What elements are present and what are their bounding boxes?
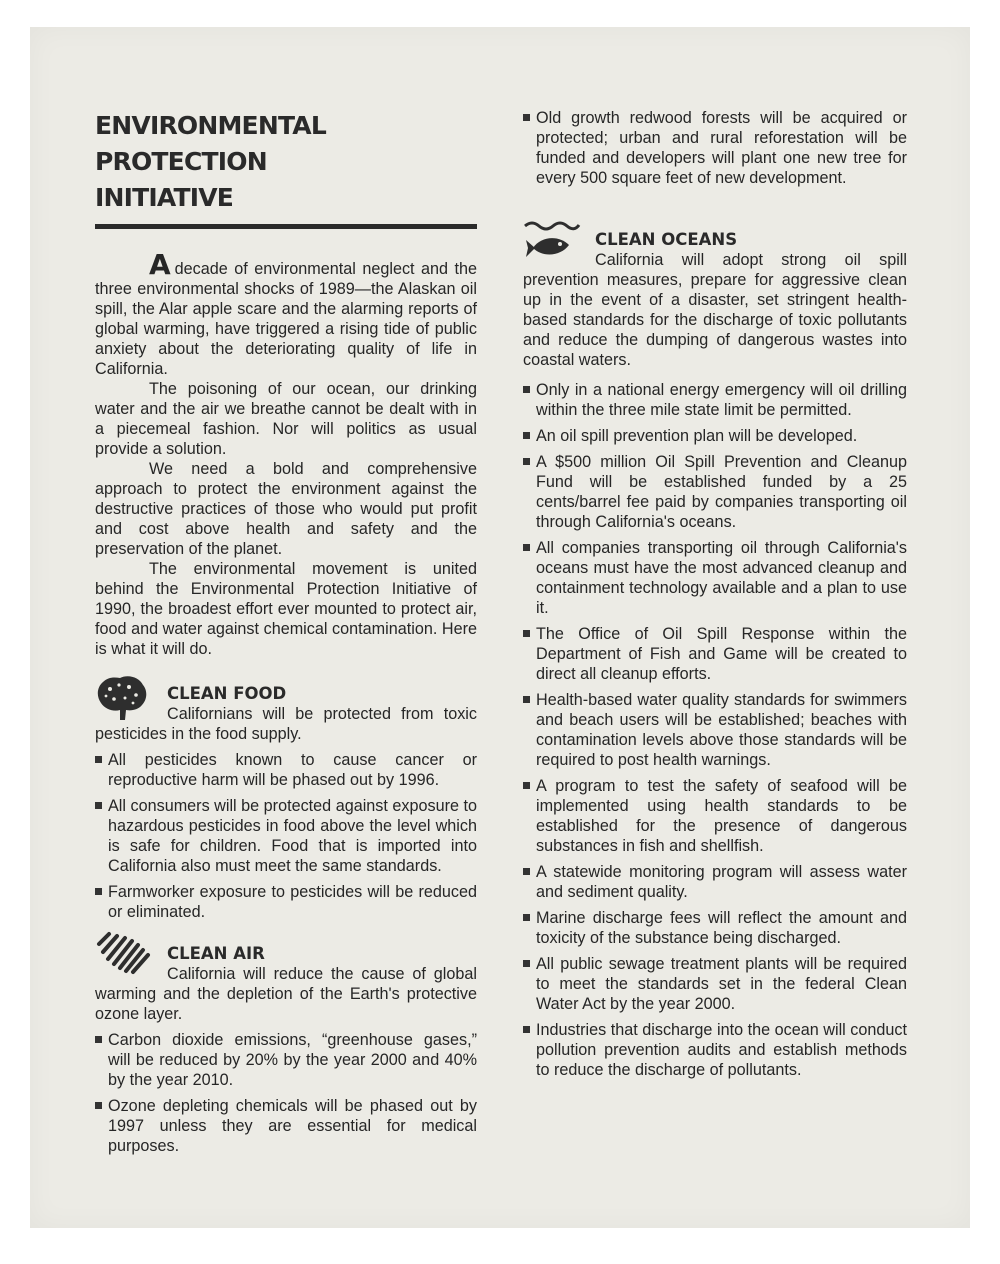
clean-air-heading: CLEAN AIR (167, 944, 265, 963)
intro-paragraph-3: We need a bold and comprehensive approach to protect the environment against the destructive practices of those who would put profit and cost above health and safety and the preservation of the planet. (95, 460, 477, 558)
list-item: All public sewage treatment plants will be required to meet the standards set in the federal Clean Water Act by the year 2000. (523, 954, 907, 1014)
list-item: A statewide monitoring program will assess water and sediment quality. (523, 862, 907, 902)
fish-icon (523, 218, 581, 266)
list-item: All pesticides known to cause cancer or reproductive harm will be phased out by 1996. (95, 750, 477, 790)
list-item: Old growth redwood forests will be acquired or protected; urban and rural reforestation will be funded and developers will plant one new tree for every 500 square feet of new development. (523, 108, 907, 188)
clean-oceans-lead: California will adopt strong oil spill prevention measures, prepare for aggressive clean up in the event of a disaster, set stringent health-based standards for the discharge of toxic pollutants and reduce the dumping of dangerous wastes into coastal waters. (523, 251, 907, 369)
clean-air-list (95, 1030, 477, 1156)
title-line-3: INITIATIVE (95, 183, 234, 212)
list-item: All consumers will be protected against exposure to hazardous pesticides in food above the level which is safe for children. Food that is imported into California also must meet the same standards. (95, 796, 477, 876)
list-item: Ozone depleting chemicals will be phased out by 1997 unless they are essential for medical purposes. (95, 1096, 477, 1156)
intro-p1-text: decade of environmental neglect and the three environmental shocks of 1989—the Alaskan oil spill, the Alar apple scare and the alarming reports of global warming, have triggered a rising tide of public anxiety about the deteriorating quality of life in California. (95, 260, 477, 378)
list-item: Health-based water quality standards for swimmers and beach users will be established; beaches with contamination levels above those standards will be required to post health warnings. (523, 690, 907, 770)
drop-cap: A (149, 248, 171, 281)
intro-text (95, 248, 477, 659)
list-item: A program to test the safety of seafood will be implemented using health standards to be established for the presence of dangerous substances in fish and shellfish. (523, 776, 907, 856)
list-item: The Office of Oil Spill Response within the Department of Fish and Game will be created to direct all cleanup efforts. (523, 624, 907, 684)
right-column (523, 108, 907, 1086)
forests-list (523, 108, 907, 188)
list-item: Farmworker exposure to pesticides will be reduced or eliminated. (95, 882, 477, 922)
list-item: Only in a national energy emergency will oil drilling within the three mile state limit be permitted. (523, 380, 907, 420)
intro-paragraph-1 (95, 248, 477, 379)
clean-air-section (95, 944, 477, 1156)
clean-oceans-list (523, 380, 907, 1080)
left-column (95, 108, 477, 1162)
clean-oceans-heading: CLEAN OCEANS (595, 230, 738, 249)
list-item: Carbon dioxide emissions, “greenhouse gases,” will be reduced by 20% by the year 2000 and 40% by the year 2010. (95, 1030, 477, 1090)
list-item: Industries that discharge into the ocean will conduct pollution prevention audits and establish methods to reduce the discharge of pollutants. (523, 1020, 907, 1080)
clean-food-section (95, 684, 477, 922)
tree-icon (95, 674, 149, 722)
title-line-2: PROTECTION (95, 147, 267, 176)
list-item: Marine discharge fees will reflect the amount and toxicity of the substance being discharged. (523, 908, 907, 948)
title-line-1: ENVIRONMENTAL (95, 111, 326, 140)
intro-paragraph-4: The environmental movement is united behind the Environmental Protection Initiative of 1990, the broadest effort ever mounted to protect air, food and water against chemical contamination. Here is what it will do. (95, 560, 477, 658)
list-item: An oil spill prevention plan will be developed. (523, 426, 907, 446)
air-stripes-icon (95, 930, 153, 976)
clean-food-heading: CLEAN FOOD (167, 684, 287, 703)
intro-paragraph-2: The poisoning of our ocean, our drinking water and the air we breathe cannot be dealt with in a piecemeal fashion. Nor will politics as usual provide a solution. (95, 380, 477, 458)
clean-oceans-section (523, 230, 907, 1080)
page-title (95, 108, 477, 216)
clean-food-lead: Californians will be protected from toxic pesticides in the food supply. (95, 705, 477, 743)
title-rule (95, 224, 477, 229)
clean-food-list (95, 750, 477, 922)
list-item: A $500 million Oil Spill Prevention and Cleanup Fund will be established funded by a 25 cents/barrel fee paid by companies transporting oil through California's oceans. (523, 452, 907, 532)
clean-air-lead: California will reduce the cause of global warming and the depletion of the Earth's protective ozone layer. (95, 965, 477, 1023)
list-item: All companies transporting oil through California's oceans must have the most advanced cleanup and containment technology available and a plan to use it. (523, 538, 907, 618)
